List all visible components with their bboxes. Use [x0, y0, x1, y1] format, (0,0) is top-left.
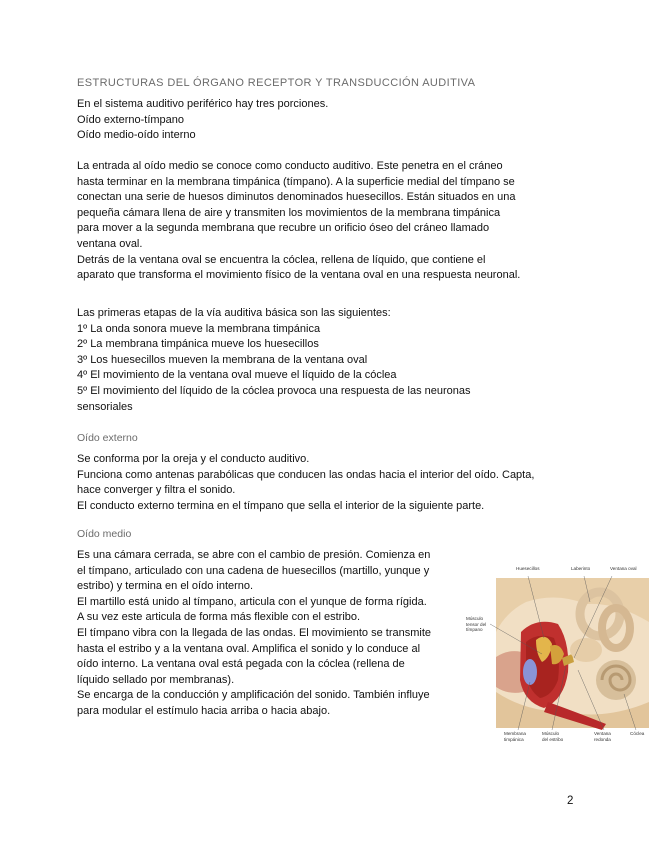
middle-ear-line: oído interno. La ventana oval está pegada con la cóclea (rellena de	[77, 658, 405, 671]
label-line: Membrana	[504, 731, 526, 736]
label-line: tímpano	[466, 627, 483, 632]
paragraph-line: Detrás de la ventana oval se encuentra la cóclea, rellena de líquido, que contiene el	[77, 253, 486, 266]
middle-ear-line: El martillo está unido al tímpano, articula con el yunque de forma rígida.	[77, 595, 427, 608]
intro-line: En el sistema auditivo periférico hay tres porciones.	[77, 98, 329, 110]
label-line: del estribo	[542, 736, 564, 742]
label-line: Músculo	[466, 616, 484, 621]
middle-ear-line: para modular el estímulo hacia arriba o hacia abajo.	[77, 704, 331, 717]
intro-block	[77, 97, 577, 144]
label-oval-window: Ventana oval	[610, 566, 637, 571]
label-line: Ventana	[594, 731, 611, 736]
middle-ear-line: Se encarga de la conducción y amplificación del sonido. También influye	[77, 689, 430, 702]
middle-ear-line: líquido sellado por membranas).	[77, 673, 235, 686]
middle-ear-line: Es una cámara cerrada, se abre con el cambio de presión. Comienza en	[77, 549, 431, 561]
label-labyrinth: Laberinto	[571, 566, 591, 571]
page-number: 2	[567, 795, 574, 807]
middle-ear-line: El tímpano vibra con la llegada de las ondas. El movimiento se transmite	[77, 626, 432, 639]
external-ear-title: Oído externo	[77, 432, 138, 444]
intro-line: Oído medio-oído interno	[77, 129, 196, 142]
external-ear-line: Funciona como antenas parabólicas que conducen las ondas hacia el interior del oído. Capta,	[77, 468, 535, 481]
middle-ear-line: el tímpano, articulado con una cadena de huesecillos (martillo, yunque y	[77, 564, 430, 577]
middle-ear-illustration	[466, 562, 649, 744]
external-ear-line: Se conforma por la oreja y el conducto auditivo.	[77, 453, 310, 465]
intro-line: Oído externo-tímpano	[77, 113, 185, 126]
paragraph-line: hasta terminar en la membrana timpánica (tímpano). A la superficie medial del tímpano se	[77, 175, 515, 188]
stage-item: 1º La onda sonora mueve la membrana timpánica	[77, 322, 321, 335]
auditory-pathway-stages	[77, 306, 577, 415]
label-line: redonda	[594, 736, 611, 742]
paragraph-line: ventana oval.	[77, 237, 143, 250]
label-tympanic-membrane	[504, 731, 526, 742]
stages-intro: Las primeras etapas de la vía auditiva básica son las siguientes:	[77, 307, 391, 319]
section-heading: ESTRUCTURAS DEL ÓRGANO RECEPTOR Y TRANSDUCCIÓN AUDITIVA	[77, 77, 476, 89]
external-ear-line: hace converger y filtra el sonido.	[77, 484, 236, 497]
paragraph-line: aparato que transforma el movimiento físico de la ventana oval en una respuesta neuronal.	[77, 269, 521, 282]
stage-item: 4º El movimiento de la ventana oval mueve el líquido de la cóclea	[77, 369, 397, 382]
middle-ear-line: estribo) y termina en el oído interno.	[77, 580, 254, 593]
label-cochlea: Cóclea	[630, 731, 645, 736]
label-stapedius	[542, 731, 563, 742]
middle-ear-title: Oído medio	[77, 528, 132, 540]
label-line: Músculo	[542, 731, 560, 736]
paragraph-line: conectan una serie de huesos diminutos denominados huesecillos. Están situados en una	[77, 191, 516, 204]
label-line: tensor del	[466, 621, 487, 627]
external-ear-block	[77, 452, 577, 514]
label-round-window	[594, 731, 611, 742]
external-ear-line: El conducto externo termina en el tímpano que sella el interior de la siguiente parte.	[77, 499, 485, 512]
paragraph-line: para mover a la segunda membrana que recubre un orificio óseo del cráneo llamado	[77, 222, 490, 235]
stage-item: 2º La membrana timpánica mueve los huesecillos	[77, 338, 319, 351]
vestibule	[570, 638, 602, 662]
label-tensor-tympani	[466, 616, 486, 633]
middle-ear-block	[77, 548, 462, 720]
paragraph-line: La entrada al oído medio se conoce como conducto auditivo. Este penetra en el cráneo	[77, 160, 503, 172]
paragraph-line: pequeña cámara llena de aire y transmiten los movimientos de la membrana timpánica	[77, 206, 501, 219]
ear-anatomy-drawing	[466, 562, 649, 744]
stage-item: sensoriales	[77, 400, 133, 413]
stage-item: 3º Los huesecillos mueven la membrana de la ventana oval	[77, 353, 368, 366]
middle-ear-line: A su vez este articula de forma más flexible con el estribo.	[77, 611, 361, 624]
label-ossicles: Huesecillos	[516, 566, 540, 571]
label-line: timpánica	[504, 736, 524, 742]
eardrum-shape	[523, 659, 537, 685]
stage-item: 5º El movimiento del líquido de la cóclea provoca una respuesta de las neuronas	[77, 384, 471, 397]
paragraph-auditory-canal	[77, 159, 577, 284]
middle-ear-line: hasta el estribo y a la ventana oval. Amplifica el sonido y lo conduce al	[77, 642, 421, 655]
